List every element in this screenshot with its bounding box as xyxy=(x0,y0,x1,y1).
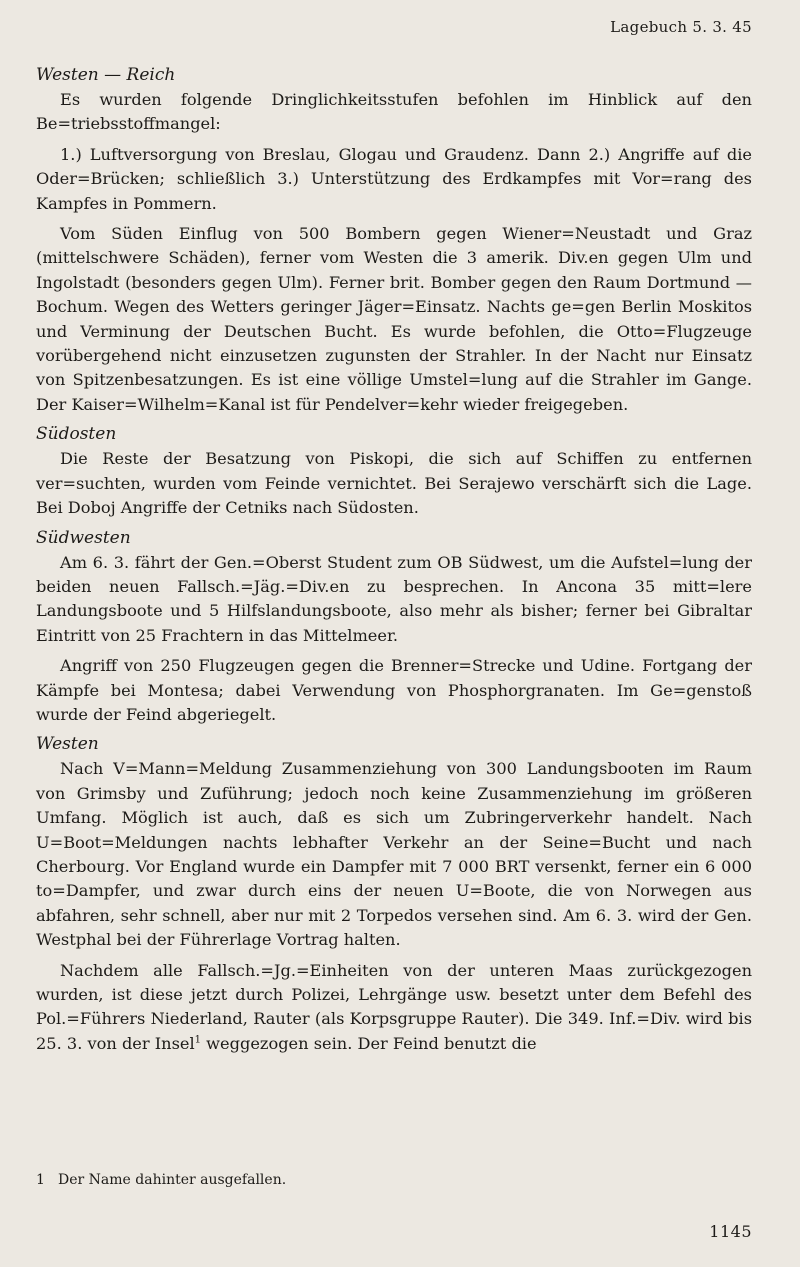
footnote-marker: 1 xyxy=(194,1034,202,1046)
body-text xyxy=(36,64,752,1062)
page-number: 1145 xyxy=(709,1222,752,1241)
footnote-text: Der Name dahinter ausgefallen. xyxy=(58,1172,287,1188)
section-title: Westen xyxy=(36,734,99,755)
section-title: Westen — Reich xyxy=(36,65,176,85)
paragraph: Angriff von 250 Flugzeugen gegen die Brenner=Strecke und Udine. Fortgang der Kämpfe bei Montesa; dabei Verwendung von Phosphorgranaten. Im Ge=genstoß wurde der Feind abgeriegelt. xyxy=(36,656,752,724)
paragraph: Vom Süden Einflug von 500 Bombern gegen Wiener=Neustadt und Graz (mittelschwere Schäden), ferner vom Westen die 3 amerik. Div.en gegen Ulm und Ingolstadt (besonders gegen Ulm). Ferner brit. Bomber gegen den Raum Dortmund — Bochum. Wegen des Wetters geringer Jäger=Einsatz. Nachts ge=gen Berlin Moskitos und Verminung der Deutschen Bucht. Es wurde befohlen, die Otto=Flugzeuge vorübergehend nicht einzusetzen zugunsten der Strahler. In der Nacht nur Einsatz von Spitzenbesatzungen. Es ist eine völlige Umstel=lung auf die Strahler im Gange. Der Kaiser=Wilhelm=Kanal ist für Pendelver=kehr wieder freigegeben. xyxy=(36,224,752,414)
running-header: Lagebuch 5. 3. 45 xyxy=(610,18,752,36)
paragraph-with-footnote xyxy=(36,959,752,1057)
section-title: Südosten xyxy=(36,424,117,445)
paragraph: Am 6. 3. fährt der Gen.=Oberst Student zum OB Südwest, um die Aufstel=lung der beiden neuen Fallsch.=Jäg.=Div.en zu besprechen. In Ancona 35 mitt=lere Landungsboote und 5 Hilfslandungsboote, also mehr als bisher; ferner bei Gibraltar Eintritt von 25 Frachtern in das Mittelmeer. xyxy=(36,552,752,645)
text-span: weggezogen sein. Der Feind benutzt die xyxy=(201,1033,537,1053)
footnote xyxy=(36,1170,752,1190)
section-title: Südwesten xyxy=(36,527,131,548)
paragraph: Es wurden folgende Dringlichkeitsstufen befohlen im Hinblick auf den Be=triebsstoffmangel: xyxy=(36,90,752,134)
footnote-number: 1 xyxy=(36,1172,45,1188)
paragraph: Die Reste der Besatzung von Piskopi, die sich auf Schiffen zu entfernen ver=suchten, wurden vom Feinde vernichtet. Bei Serajewo verschärft sich die Lage. Bei Doboj Angriffe der Cetniks nach Südosten. xyxy=(36,449,752,518)
paragraph: 1.) Luftversorgung von Breslau, Glogau und Graudenz. Dann 2.) Angriffe auf die Oder=Brücken; schließlich 3.) Unterstützung des Erdkampfes mit Vor=rang des Kampfes in Pommern. xyxy=(36,144,752,213)
paragraph: Nach V=Mann=Meldung Zusammenziehung von 300 Landungsbooten im Raum von Grimsby und Zuführung; jedoch noch keine Zusammenziehung im größeren Umfang. Möglich ist auch, daß es sich um Zubringerverkehr handelt. Nach U=Boot=Meldungen nachts lebhafter Verkehr an der Seine=Bucht und nach Cherbourg. Vor England wurde ein Dampfer mit 7 000 BRT versenkt, ferner ein 6 000 to=Dampfer, und zwar durch eins der neuen U=Boote, die von Norwegen aus abfahren, sehr schnell, aber nur mit 2 Torpedos versehen sind. Am 6. 3. wird der Gen. Westphal bei der Führerlage Vortrag halten. xyxy=(36,759,752,950)
text-span: Nachdem alle Fallsch.=Jg.=Einheiten von der unteren Maas zurückgezogen wurden, ist diese jetzt durch Polizei, Lehrgänge usw. besetzt unter dem Befehl des Pol.=Führers Niederland, Rauter (als Korpsgruppe Rauter). Die 349. Inf.=Div. wird bis 25. 3. von der Insel xyxy=(36,960,752,1053)
